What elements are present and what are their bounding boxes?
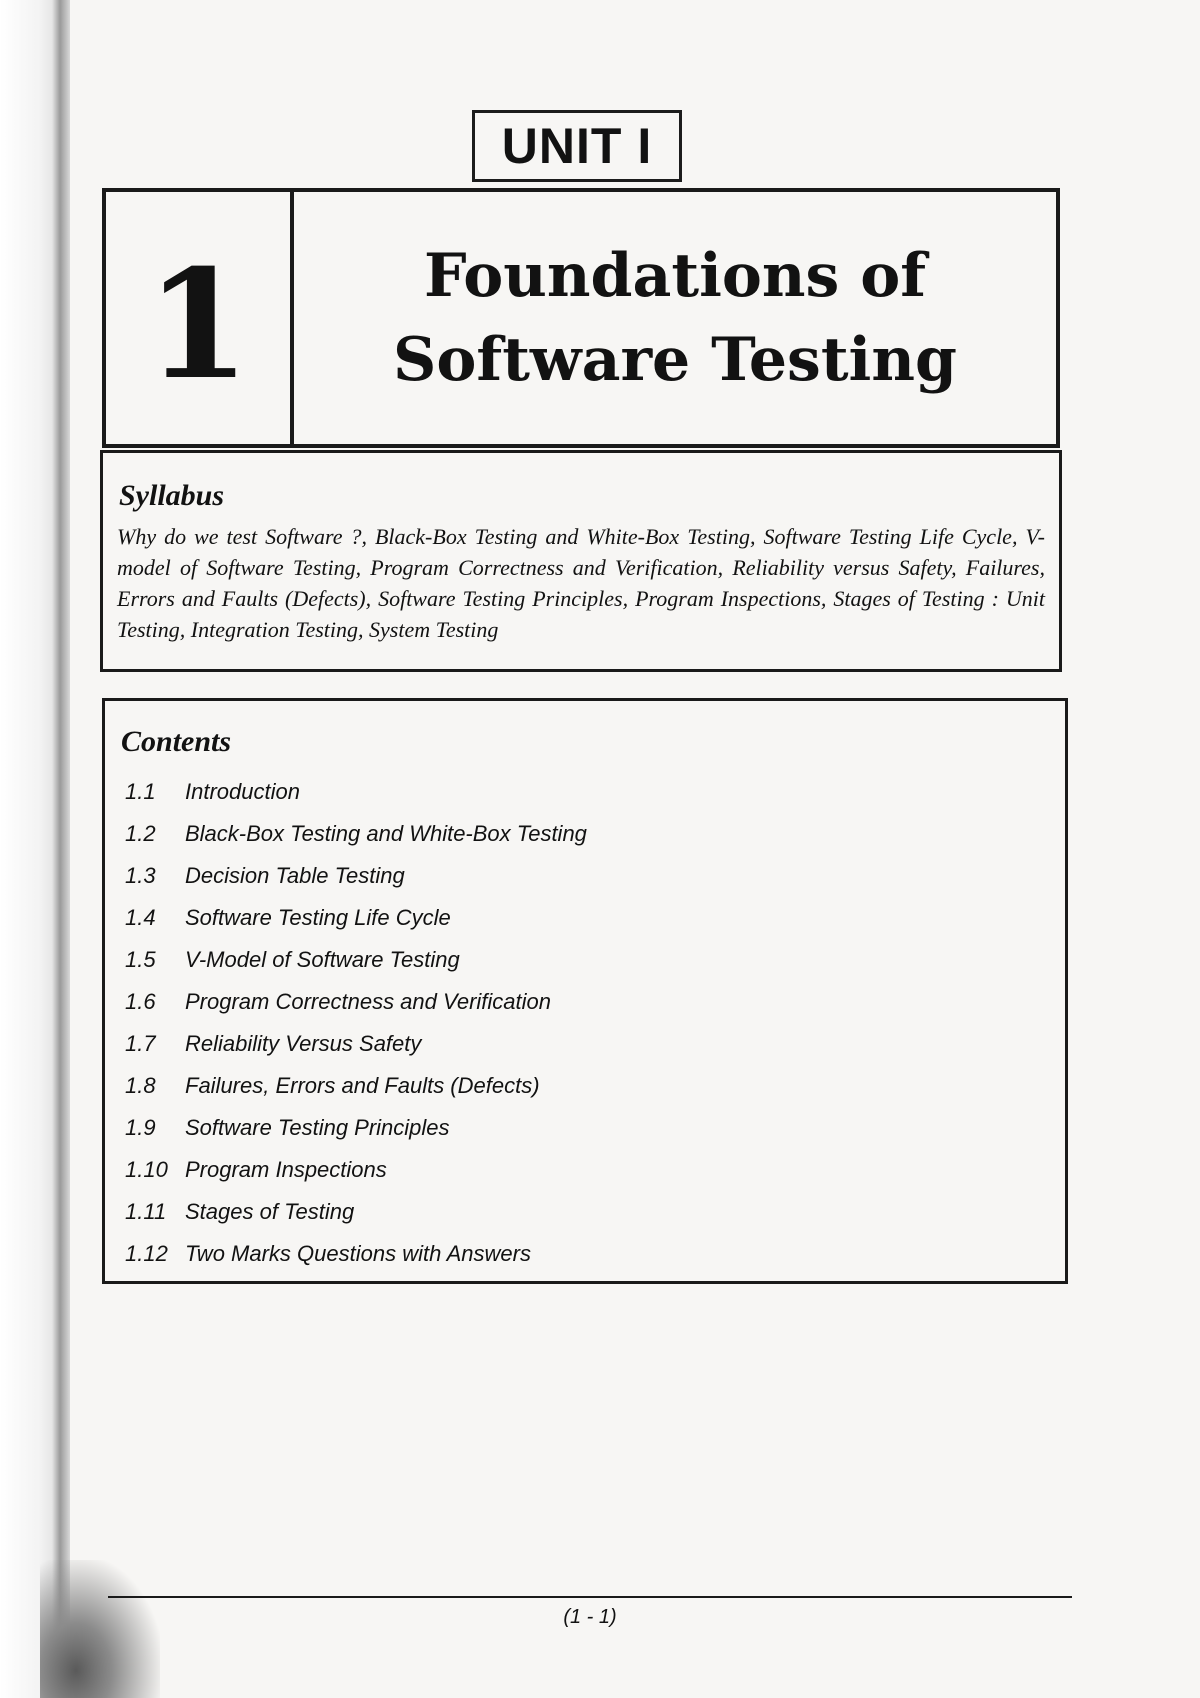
contents-item-number: 1.10 bbox=[125, 1157, 168, 1182]
contents-item-number: 1.5 bbox=[125, 947, 156, 972]
page-number: (1 - 1) bbox=[563, 1606, 617, 1628]
syllabus-text: Why do we test Software ?, Black-Box Testing and White-Box Testing, Software Testing Life Cycle, V-model of Software Testing, Program Correctness and Verification, Reliability versus Safety, Failures, Errors and Faults (Defects), Software Testing Principles, Program Inspections, Stages of Testing : Unit Testing, Integration Testing, System Testing bbox=[117, 524, 1045, 642]
contents-item-title: Stages of Testing bbox=[185, 1199, 355, 1224]
footer-rule bbox=[108, 1596, 1072, 1598]
contents-item bbox=[119, 939, 1051, 981]
syllabus-heading: Syllabus bbox=[119, 479, 225, 512]
chapter-title: Foundations of Software Testing bbox=[393, 241, 957, 395]
unit-label: UNIT I bbox=[472, 110, 682, 182]
contents-item bbox=[119, 855, 1051, 897]
syllabus-box bbox=[100, 450, 1062, 672]
contents-item-title: V-Model of Software Testing bbox=[185, 947, 460, 972]
contents-item-title: Software Testing Principles bbox=[185, 1115, 450, 1140]
chapter-header bbox=[102, 188, 1060, 448]
contents-item-number: 1.7 bbox=[125, 1031, 156, 1056]
contents-item-title: Introduction bbox=[185, 779, 300, 804]
contents-item bbox=[119, 1107, 1051, 1149]
contents-item bbox=[119, 1233, 1051, 1275]
contents-item bbox=[119, 1023, 1051, 1065]
contents-item-title: Two Marks Questions with Answers bbox=[185, 1241, 531, 1266]
contents-item bbox=[119, 1149, 1051, 1191]
contents-heading: Contents bbox=[121, 725, 232, 758]
contents-item-number: 1.8 bbox=[125, 1073, 156, 1098]
contents-item-title: Program Correctness and Verification bbox=[185, 989, 552, 1014]
contents-item bbox=[119, 1065, 1051, 1107]
contents-item-number: 1.9 bbox=[125, 1115, 156, 1140]
contents-list bbox=[119, 771, 1051, 1275]
contents-item-title: Software Testing Life Cycle bbox=[185, 905, 451, 930]
corner-shadow bbox=[40, 1560, 160, 1698]
page-edge-shadow bbox=[0, 0, 70, 1698]
contents-item-title: Reliability Versus Safety bbox=[185, 1031, 422, 1056]
contents-item-title: Program Inspections bbox=[185, 1157, 387, 1182]
contents-item-number: 1.4 bbox=[125, 905, 156, 930]
contents-item-number: 1.12 bbox=[125, 1241, 168, 1266]
contents-item-number: 1.6 bbox=[125, 989, 156, 1014]
contents-item-title: Decision Table Testing bbox=[185, 863, 405, 888]
contents-item-number: 1.2 bbox=[125, 821, 156, 846]
contents-box bbox=[102, 698, 1068, 1284]
contents-item-number: 1.1 bbox=[125, 779, 156, 804]
contents-item-title: Black-Box Testing and White-Box Testing bbox=[185, 821, 587, 846]
contents-item-number: 1.11 bbox=[125, 1199, 167, 1224]
chapter-number: 1 bbox=[106, 192, 294, 444]
contents-item bbox=[119, 981, 1051, 1023]
contents-item bbox=[119, 771, 1051, 813]
contents-item-title: Failures, Errors and Faults (Defects) bbox=[185, 1073, 540, 1098]
contents-item bbox=[119, 1191, 1051, 1233]
contents-item bbox=[119, 813, 1051, 855]
contents-item bbox=[119, 897, 1051, 939]
contents-item-number: 1.3 bbox=[125, 863, 156, 888]
